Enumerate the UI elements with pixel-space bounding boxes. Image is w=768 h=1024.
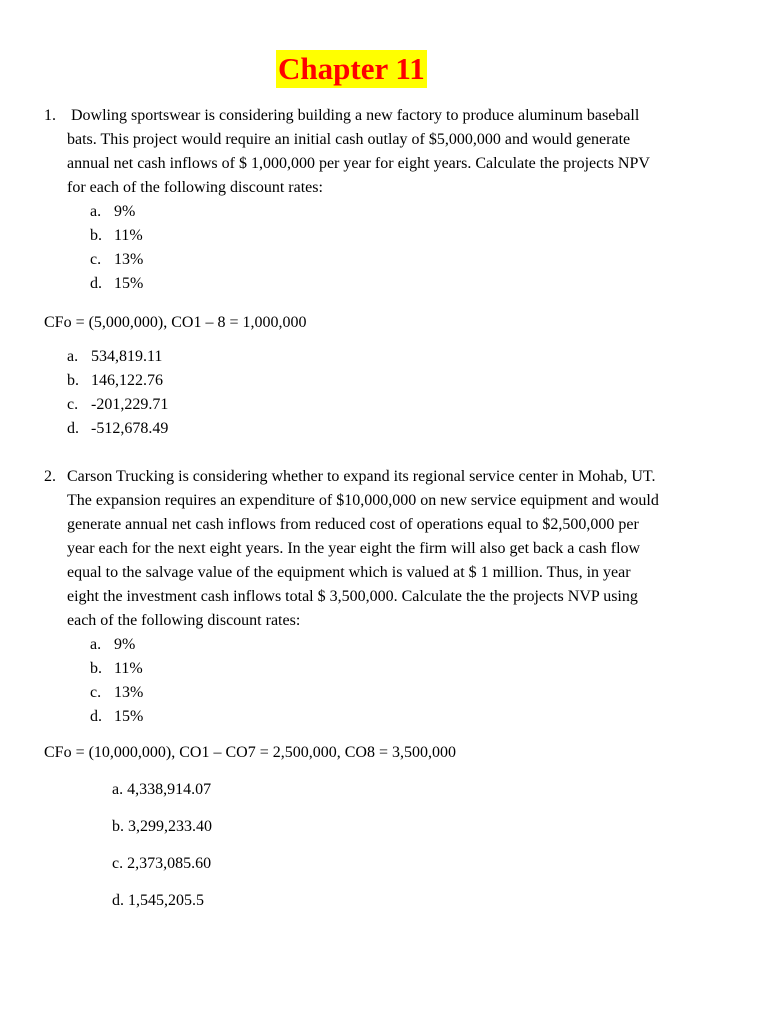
rate-value: 9% [114, 203, 136, 220]
rate-value: 11% [114, 660, 143, 677]
answer-letter: d. [67, 420, 79, 437]
question-text-line: eight the investment cash inflows total $ 3,500,000. Calculate the the projects NVP using [67, 588, 638, 605]
answer-value: 534,819.11 [91, 348, 163, 365]
question-text-line: annual net cash inflows of $ 1,000,000 per year for eight years. Calculate the projects NPV [67, 155, 650, 172]
answer-value: c. 2,373,085.60 [112, 855, 212, 872]
rate-value: 15% [114, 275, 144, 292]
question-text-line: year each for the next eight years. In the year eight the firm will also get back a cash flow [67, 540, 641, 557]
answer-value: d. 1,545,205.5 [112, 892, 204, 909]
question-text-line: bats. This project would require an initial cash outlay of $5,000,000 and would generate [67, 131, 631, 148]
answer-value: b. 3,299,233.40 [112, 818, 212, 835]
answer-value: a. 4,338,914.07 [112, 781, 212, 798]
rate-letter: c. [90, 684, 102, 701]
cashflow-line: CFo = (10,000,000), CO1 – CO7 = 2,500,000, CO8 = 3,500,000 [44, 744, 456, 761]
answer-value: 146,122.76 [91, 372, 163, 389]
rate-letter: a. [90, 203, 102, 220]
question-text-line: Dowling sportswear is considering building a new factory to produce aluminum baseball [71, 107, 640, 124]
question-text-line: equal to the salvage value of the equipment which is valued at $ 1 million. Thus, in year [67, 564, 631, 581]
question-text-line: for each of the following discount rates: [67, 179, 323, 196]
rate-letter: d. [90, 275, 102, 292]
chapter-title: Chapter 11 [278, 51, 425, 86]
cashflow-line: CFo = (5,000,000), CO1 – 8 = 1,000,000 [44, 314, 307, 331]
rate-letter: a. [90, 636, 102, 653]
answer-letter: a. [67, 348, 79, 365]
question-text-line: each of the following discount rates: [67, 612, 301, 629]
answer-value: -512,678.49 [91, 420, 169, 437]
rate-letter: b. [90, 660, 102, 677]
answer-letter: c. [67, 396, 79, 413]
rate-letter: d. [90, 708, 102, 725]
rate-value: 15% [114, 708, 144, 725]
rate-value: 13% [114, 251, 144, 268]
rate-letter: c. [90, 251, 102, 268]
question-text-line: generate annual net cash inflows from reduced cost of operations equal to $2,500,000 per [67, 516, 639, 533]
question-number: 1. [44, 107, 56, 124]
rate-value: 13% [114, 684, 144, 701]
question-text-line: Carson Trucking is considering whether to expand its regional service center in Mohab, UT. [67, 468, 656, 485]
rate-value: 11% [114, 227, 143, 244]
answer-value: -201,229.71 [91, 396, 169, 413]
question-number: 2. [44, 468, 56, 485]
answer-letter: b. [67, 372, 79, 389]
rate-letter: b. [90, 227, 102, 244]
question-text-line: The expansion requires an expenditure of $10,000,000 on new service equipment and would [67, 492, 659, 509]
rate-value: 9% [114, 636, 136, 653]
